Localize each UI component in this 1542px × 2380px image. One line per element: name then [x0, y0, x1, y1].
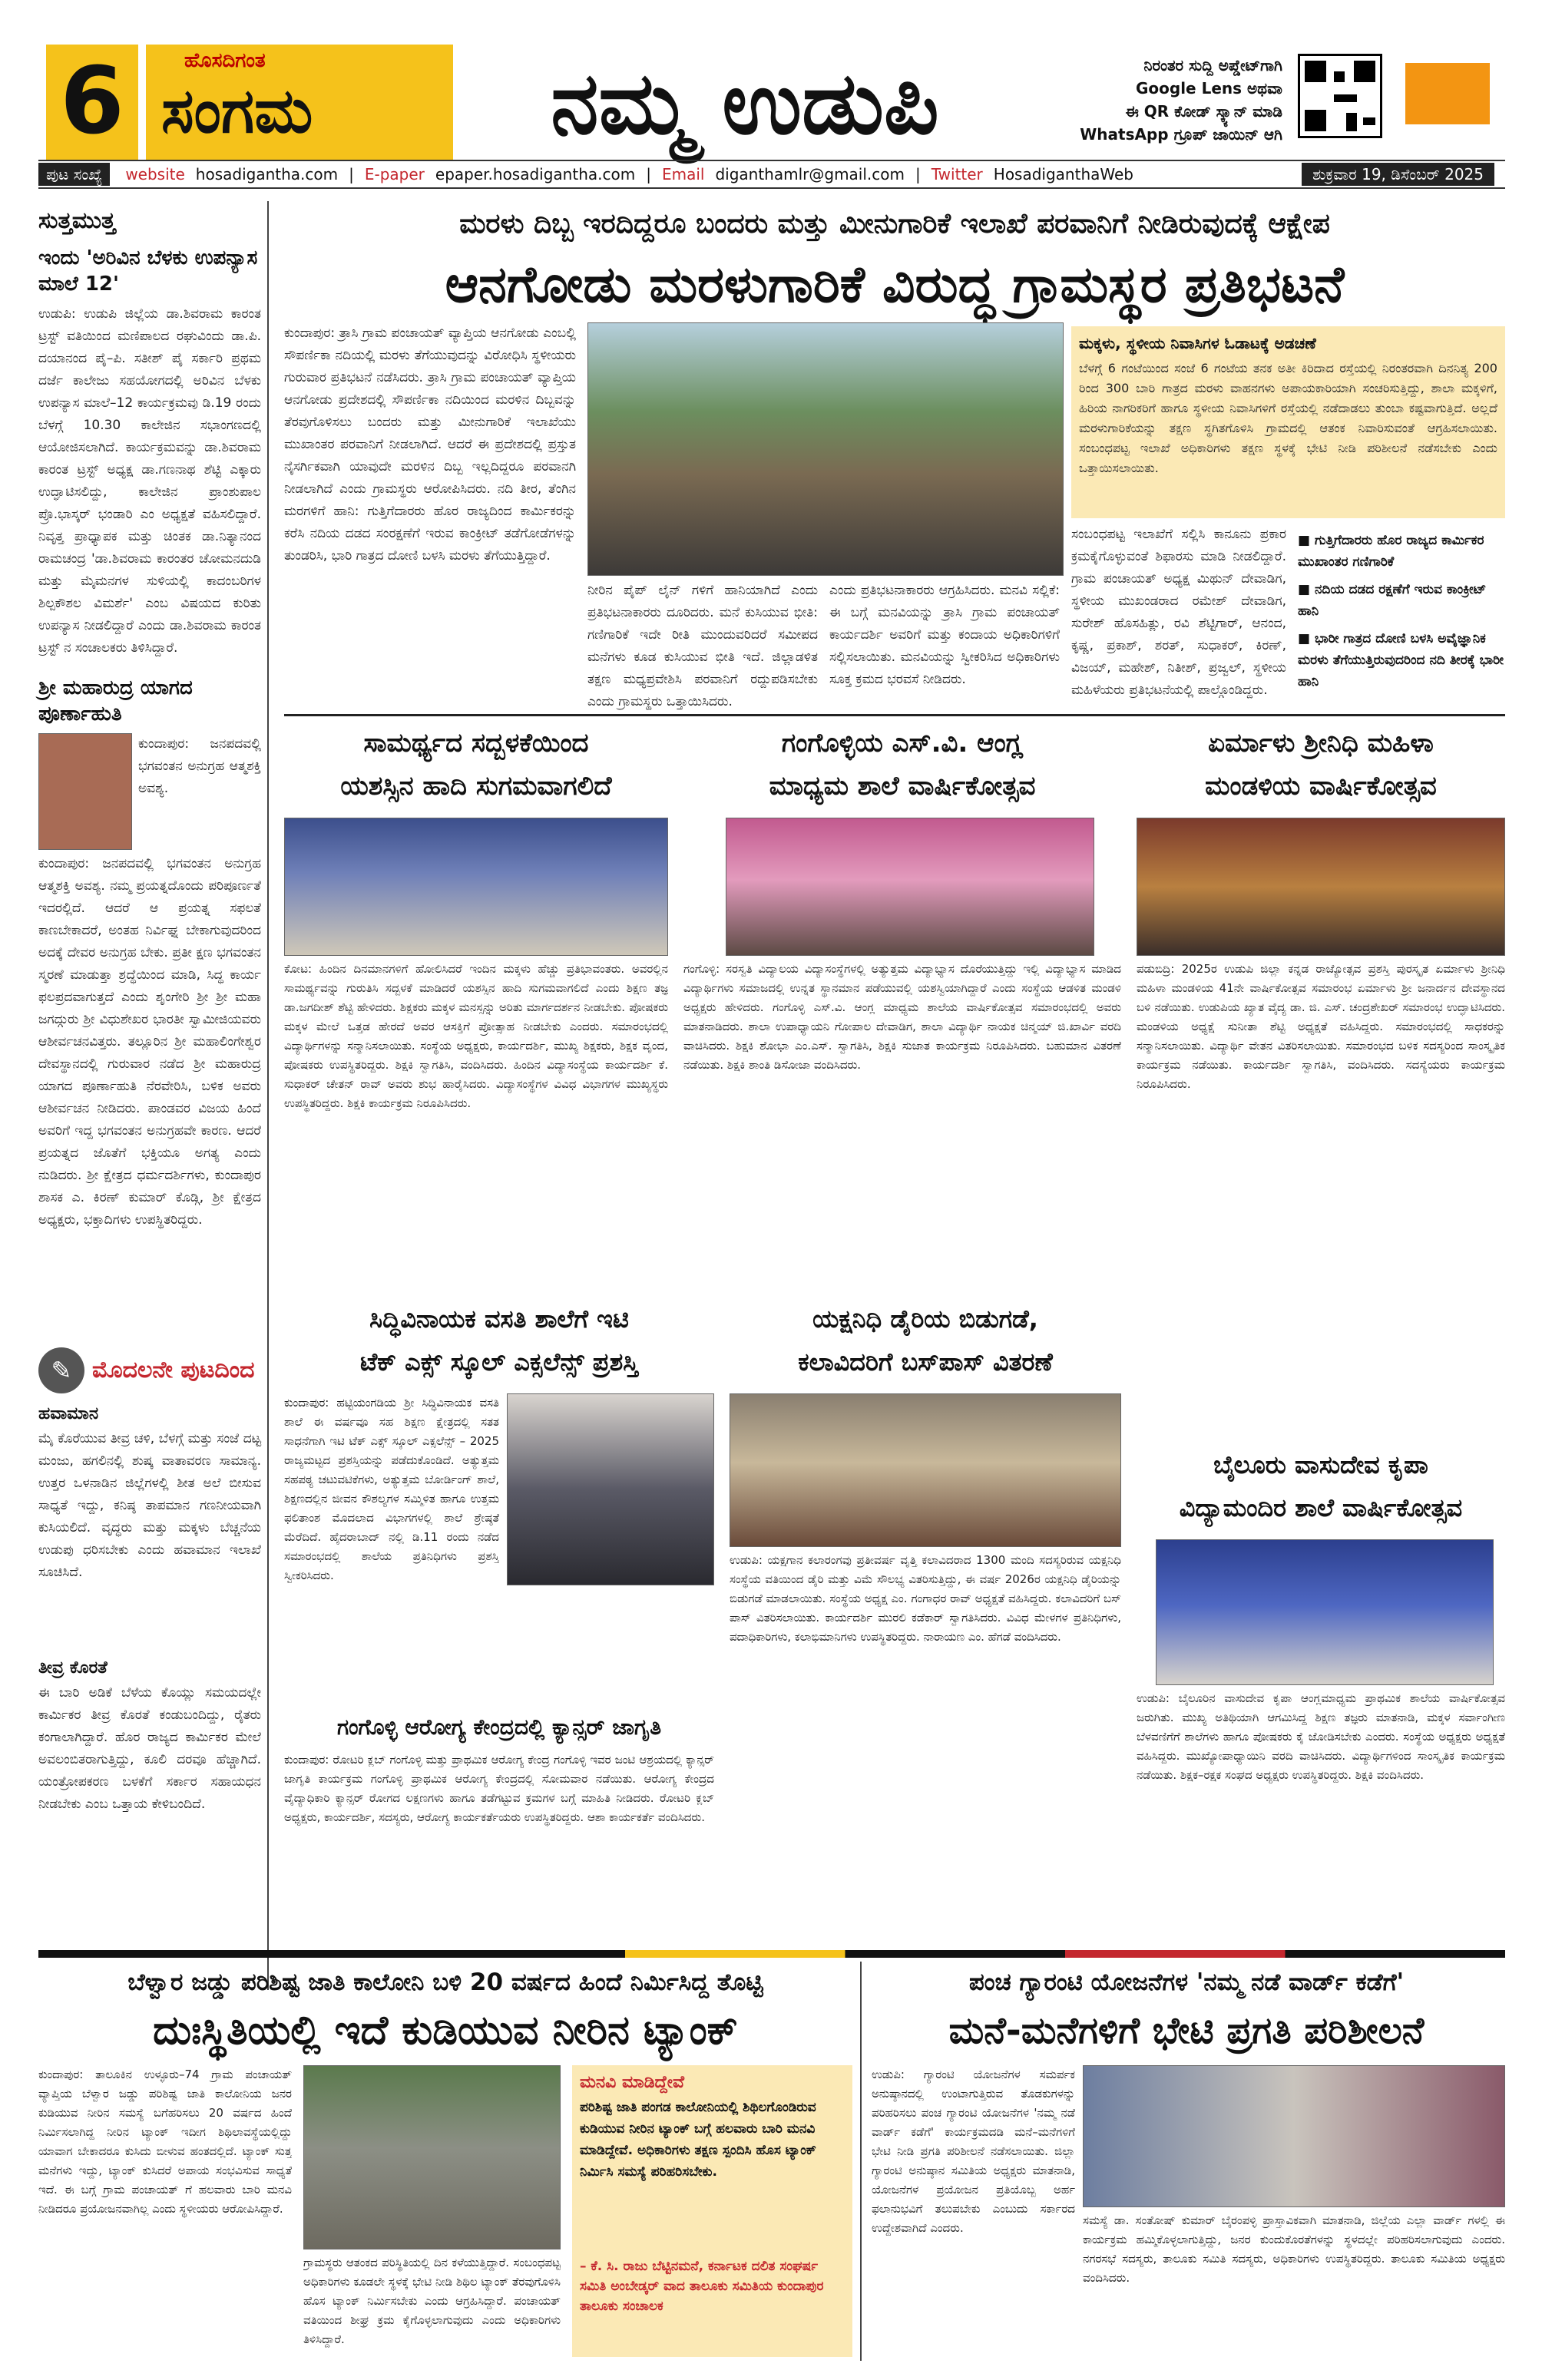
water-tank-photo: [303, 2065, 561, 2249]
story6-title-line2: ವಿದ್ಯಾಮಂದಿರ ಶಾಲೆ ವಾರ್ಷಿಕೋತ್ಸವ: [1179, 1493, 1463, 1522]
lead-bullets: [1298, 530, 1505, 706]
bottom-right-body1: ಉಡುಪಿ: ಗ್ಯಾರಂಟಿ ಯೋಜನೆಗಳ ಸಮರ್ಪಕ ಅನುಷ್ಠಾನದಲ್ಲಿ ಉಂಟಾಗುತ್ತಿರುವ ತೊಡಕುಗಳನ್ನು ಪರಿಹರಿಸಲು ಪಂಚ ಗ್ಯಾರಂಟಿ ಯೋಜನೆಗಳ 'ನಮ್ಮ ನಡೆ ವಾರ್ಡ್ ಕಡೆಗೆ' ಕಾರ್ಯಕ್ರಮದಡಿ ಮನೆ–ಮನೆಗಳಿಗೆ ಭೇಟಿ ನೀಡಿ ಪ್ರಗತಿ ಪರಿಶೀಲನೆ ನಡೆಸಲಾಯಿತು. ಜಿಲ್ಲಾ ಗ್ಯಾರಂಟಿ ಅನುಷ್ಠಾನ ಸಮಿತಿಯ ಅಧ್ಯಕ್ಷರು ಮಾತನಾಡಿ, ಯೋಜನೆಗಳ ಪ್ರಯೋಜನ ಪ್ರತಿಯೊಬ್ಬ ಅರ್ಹ ಫಲಾನುಭವಿಗೆ ತಲುಪಬೇಕು ಎಂಬುದು ಸರ್ಕಾರದ ಉದ್ದೇಶವಾಗಿದೆ ಎಂದರು.: [872, 2068, 1075, 2235]
lead-bullet-1: ■ ಗುತ್ತಿಗೆದಾರರು ಹೊರ ರಾಜ್ಯದ ಕಾರ್ಮಿಕರ ಮುಖಾಂತರ ಗಣಿಗಾರಿಕೆ: [1298, 530, 1505, 573]
section-title: ನಮ್ಮ ಉಡುಪಿ: [551, 54, 939, 154]
story2-title-line1: ಗಂಗೊಳ್ಳಿಯ ಎಸ್.ವಿ. ಆಂಗ್ಲ: [781, 728, 1024, 759]
lead-body-col3: ಎಂದು ಪ್ರತಿಭಟನಾಕಾರರು ಆಗ್ರಹಿಸಿದರು. ಮನವಿ ಸಲ್ಲಿಕೆ: ಈ ಬಗ್ಗೆ ಮನವಿಯನ್ನು ತ್ರಾಸಿ ಗ್ರಾಮ ಪಂಚಾಯತ್ ಕಾರ್ಯದರ್ಶಿ ಅವರಿಗೆ ಮತ್ತು ಕಂದಾಯ ಅಧಿಕಾರಿಗಳಿಗೆ ಸಲ್ಲಿಸಲಾಯಿತು. ಮನವಿಯನ್ನು ಸ್ವೀಕರಿಸಿದ ಅಧಿಕಾರಿಗಳು ಸೂಕ್ತ ಕ್ರಮದ ಭರವಸೆ ನೀಡಿದರು.: [829, 583, 1060, 687]
corner-accent: [1405, 63, 1490, 124]
story7-headline: ಗಂಗೊಳ್ಳಿ ಆರೋಗ್ಯ ಕೇಂದ್ರದಲ್ಲಿ ಕ್ಯಾನ್ಸರ್ ಜಾಗೃತಿ: [336, 1714, 662, 1740]
brand-small: ಹೊಸದಿಗಂತ: [184, 49, 266, 72]
page-label: ಪುಟ ಸಂಖ್ಯೆ: [38, 163, 110, 186]
story6-photo: [1156, 1539, 1494, 1685]
bottom-left-body2: ಗ್ರಾಮಸ್ಥರು ಆತಂಕದ ಪರಿಸ್ಥಿತಿಯಲ್ಲಿ ದಿನ ಕಳೆಯುತ್ತಿದ್ದಾರೆ. ಸಂಬಂಧಪಟ್ಟ ಅಧಿಕಾರಿಗಳು ಕೂಡಲೇ ಸ್ಥಳಕ್ಕೆ ಭೇಟಿ ನೀಡಿ ಶಿಥಿಲ ಟ್ಯಾಂಕ್ ತೆರವುಗೊಳಿಸಿ ಹೊಸ ಟ್ಯಾಂಕ್ ನಿರ್ಮಿಸಬೇಕು ಎಂದು ಆಗ್ರಹಿಸಿದ್ದಾರೆ. ಪಂಚಾಯತ್ ವತಿಯಿಂದ ಶೀಘ್ರ ಕ್ರಮ ಕೈಗೊಳ್ಳಲಾಗುವುದು ಎಂದು ಅಧಿಕಾರಿಗಳು ತಿಳಿಸಿದ್ದಾರೆ.: [303, 2256, 561, 2346]
bottom-left-kicker: ಬೆಳ್ವಾರ ಜಡ್ಡು ಪರಿಶಿಷ್ಟ ಜಾತಿ ಕಾಲೋನಿ ಬಳಿ 20 ವರ್ಷದ ಹಿಂದೆ ನಿರ್ಮಿಸಿದ್ದ ತೊಟ್ಟಿ: [127, 1968, 763, 1996]
page-number: 6: [46, 45, 138, 160]
story3-title-line2: ಮಂಡಳಿಯ ವಾರ್ಷಿಕೋತ್ಸವ: [1205, 771, 1437, 802]
bottom-right-body2: ಸಮಸ್ಯೆ ಡಾ. ಸಂತೋಷ್ ಕುಮಾರ್ ಬೈರಂಪಳ್ಳಿ ಪ್ರಾಸ್ತಾವಿಕವಾಗಿ ಮಾತನಾಡಿ, ಜಿಲ್ಲೆಯ ಎಲ್ಲಾ ವಾರ್ಡ್ ಗಳಲ್ಲಿ ಈ ಕಾರ್ಯಕ್ರಮ ಹಮ್ಮಿಕೊಳ್ಳಲಾಗುತ್ತಿದ್ದು, ಜನರ ಕುಂದುಕೊರತೆಗಳನ್ನು ಸ್ಥಳದಲ್ಲೇ ಪರಿಹರಿಸಲಾಗುವುದು ಎಂದರು. ನಗರಸಭೆ ಸದಸ್ಯರು, ತಾಲೂಕು ಸಮಿತಿ ಸದಸ್ಯರು, ಅಧಿಕಾರಿಗಳು ಉಪಸ್ಥಿತರಿದ್ದರು. ತಾಲೂಕು ಸಮಿತಿಯ ಅಧ್ಯಕ್ಷರು ವಂದಿಸಿದರು.: [1083, 2213, 1505, 2285]
epaper-label: E-paper: [364, 165, 425, 183]
lead-body-col1: ಕುಂದಾಪುರ: ತ್ರಾಸಿ ಗ್ರಾಮ ಪಂಚಾಯತ್ ವ್ಯಾಪ್ತಿಯ ಆನಗೋಡು ಎಂಬಲ್ಲಿ ಸೌಪರ್ಣಿಕಾ ನದಿಯಲ್ಲಿ ಮರಳು ತೆಗೆಯುವುದನ್ನು ವಿರೋಧಿಸಿ ಸ್ಥಳೀಯರು ಗುರುವಾರ ಪ್ರತಿಭಟನೆ ನಡೆಸಿದರು. ತ್ರಾಸಿ ಗ್ರಾಮ ಪಂಚಾಯತ್ ವ್ಯಾಪ್ತಿಯ ಆನಗೋಡು ಪ್ರದೇಶದಲ್ಲಿ ಸೌಪರ್ಣಿಕಾ ನದಿಯಿಂದ ಮರಳಿನ ದಿಬ್ಬವನ್ನು ತೆರವುಗೊಳಿಸಲು ಬಂದರು ಮತ್ತು ಮೀನುಗಾರಿಕೆ ಇಲಾಖೆಯು ಮುಖಾಂತರ ಪರವಾನಿಗೆ ನೀಡಲಾಗಿದೆ. ಆದರೆ ಈ ಪ್ರದೇಶದಲ್ಲಿ ಪ್ರಸ್ತುತ ನೈಸರ್ಗಿಕವಾಗಿ ಯಾವುದೇ ಮರಳಿನ ದಿಬ್ಬ ಇಲ್ಲದಿದ್ದರೂ ಪರವಾನಗಿ ನೀಡಲಾಗಿದೆ ಎಂದು ಗ್ರಾಮಸ್ಥರು ಆರೋಪಿಸಿದರು. ನದಿ ತೀರ, ತೆಂಗಿನ ಮರಗಳಿಗೆ ಹಾನಿ: ಗುತ್ತಿಗೆದಾರರು ಹೊರ ರಾಜ್ಯದಿಂದ ಕಾರ್ಮಿಕರನ್ನು ಕರೆಸಿ ನದಿಯ ದಡದ ಸಂರಕ್ಷಣೆಗೆ ಇರುವ ಕಾಂಕ್ರೀಟ್ ತಡೆಗೋಡೆಗಳನ್ನು ತುಂಡರಿಸಿ, ಭಾರಿ ಗಾತ್ರದ ದೋಣಿ ಬಳಸಿ ಮರಳು ತೆಗೆಯುತ್ತಿದ್ದಾರೆ.: [284, 326, 576, 564]
story5-headline: [726, 1297, 1125, 1390]
email-link[interactable]: diganthamlr@gmail.com: [715, 165, 905, 183]
sidebar-story1-body: ಉಡುಪಿ: ಉಡುಪಿ ಜಿಲ್ಲೆಯ ಡಾ.ಶಿವರಾಮ ಕಾರಂತ ಟ್ರಸ್ಟ್ ವತಿಯಿಂದ ಮಣಿಪಾಲದ ರಘುವಿಂದು ಡಾ.ಪಿ. ದಯಾನಂದ ಪೈ–ಪಿ. ಸತೀಶ್ ಪೈ ಸರ್ಕಾರಿ ಪ್ರಥಮ ದರ್ಜೆ ಕಾಲೇಜು ಸಹಯೋಗದಲ್ಲಿ ಅರಿವಿನ ಬೆಳಕು ಉಪನ್ಯಾಸ ಮಾಲೆ–12 ಕಾರ್ಯಕ್ರಮವು ಡಿ.19 ರಂದು ಬೆಳಗ್ಗೆ 10.30 ಕಾಲೇಜಿನ ಸಭಾಂಗಣದಲ್ಲಿ ಆಯೋಜಿಸಲಾಗಿದೆ. ಕಾರ್ಯಕ್ರಮವನ್ನು ಡಾ.ಶಿವರಾಮ ಕಾರಂತ ಟ್ರಸ್ಟ್ ಅಧ್ಯಕ್ಷ ಡಾ.ಗಣನಾಥ ಶೆಟ್ಟಿ ಎಕ್ಕಾರು ಉದ್ಘಾಟಿಸಲಿದ್ದು, ಕಾಲೇಜಿನ ಪ್ರಾಂಶುಪಾಲ ಪ್ರೊ.ಭಾಸ್ಕರ್ ಭಂಡಾರಿ ಎಂ ಅಧ್ಯಕ್ಷತೆ ವಹಿಸಲಿದ್ದಾರೆ. ನಿವೃತ್ತ ಪ್ರಾಧ್ಯಾಪಕ ಮತ್ತು ಚಿಂತಕ ಡಾ.ನಿತ್ಯಾನಂದ ರಾಮಚಂದ್ರ 'ಡಾ.ಶಿವರಾಮ ಕಾರಂತರ ಚೋಮನದುಡಿ ಮತ್ತು ಮೈಮನಗಳ ಸುಳಿಯಲ್ಲಿ ಕಾದಂಬರಿಗಳ ಶಿಲ್ಪಕೌಶಲ ವಿಮರ್ಶೆ' ಎಂಬ ವಿಷಯದ ಕುರಿತು ಉಪನ್ಯಾಸ ನೀಡಲಿದ್ದಾರೆ ಎಂದು ಡಾ.ಶಿವರಾಮ ಕಾರಂತ ಟ್ರಸ್ಟ್ ನ ಸಂಚಾಲಕರು ತಿಳಿಸಿದ್ದಾರೆ.: [38, 306, 261, 656]
bottom-left-headline: ದುಃಸ್ಥಿತಿಯಲ್ಲಿ ಇದೆ ಕುಡಿಯುವ ನೀರಿನ ಟ್ಯಾಂಕ್: [153, 2008, 738, 2054]
story2-body: ಗಂಗೊಳ್ಳಿ: ಸರಸ್ವತಿ ವಿದ್ಯಾಲಯ ವಿದ್ಯಾಸಂಸ್ಥೆಗಳಲ್ಲಿ ಅತ್ಯುತ್ತಮ ವಿದ್ಯಾಭ್ಯಾಸ ದೊರೆಯುತ್ತಿದ್ದು ಇಲ್ಲಿ ವಿದ್ಯಾಭ್ಯಾಸ ಮಾಡಿದ ವಿದ್ಯಾರ್ಥಿಗಳು ಸಮಾಜದಲ್ಲಿ ಉನ್ನತ ಸ್ಥಾನಮಾನ ಪಡೆಯುವಲ್ಲಿ ಯಶಸ್ವಿಯಾಗಿದ್ದಾರೆ ಎಂದು ಸಂಸ್ಥೆಯ ಆಡಳಿತ ಮಂಡಳಿ ಅಧ್ಯಕ್ಷರು ಹೇಳಿದರು. ಗಂಗೊಳ್ಳಿ ಎಸ್.ವಿ. ಆಂಗ್ಲ ಮಾಧ್ಯಮ ಶಾಲೆಯ ವಾರ್ಷಿಕೋತ್ಸವ ಸಮಾರಂಭದಲ್ಲಿ ಅವರು ಮಾತನಾಡಿದರು. ಶಾಲಾ ಉಪಾಧ್ಯಾಯನಿ ಗೋಪಾಲ ದೇವಾಡಿಗ, ಶಾಲಾ ವಿದ್ಯಾರ್ಥಿ ನಾಯಕ ಚಿನ್ಮಯ್ ಜಿ.ಖಾರ್ವಿ ವರದಿ ವಾಚಿಸಿದರು. ಶಿಕ್ಷಕಿ ಶೋಭಾ ಎಂ.ಎಸ್. ಸ್ವಾಗತಿಸಿ, ಶಿಕ್ಷಕಿ ಸುಜಾತ ಕಾರ್ಯಕ್ರಮ ನಿರೂಪಿಸಿದರು. ಬಹುಮಾನ ವಿತರಣೆ ನಡೆಯಿತು. ಶಿಕ್ಷಕಿ ಶಾಂತಿ ಡಿಸೋಜಾ ವಂದಿಸಿದರು.: [683, 962, 1121, 1072]
sidebar-story2-body: ಕುಂದಾಪುರ: ಜನಪದವಲ್ಲಿ ಭಗವಂತನ ಅನುಗ್ರಹ ಆತ್ಮಶಕ್ತಿ ಅವಶ್ಯ. ನಮ್ಮ ಪ್ರಯತ್ನದೊಂದು ಪರಿಪೂರ್ಣತೆ ಇದರಲ್ಲಿದೆ. ಆದರೆ ಆ ಪ್ರಯತ್ನ ಸಫಲತೆ ಕಾಣಬೇಕಾದರೆ, ಅಂತಹ ನಿರ್ವಿಘ್ನ ಬೇಕಾಗುವುದರಿಂದ ಅದಕ್ಕೆ ದೇವರ ಅನುಗ್ರಹ ಬೇಕು. ಪ್ರತೀ ಕ್ಷಣ ಭಗವಂತನ ಸ್ಮರಣೆ ಮಾಡುತ್ತಾ ಶ್ರದ್ಧೆಯಿಂದ ಮಾಡಿ, ಸಿದ್ಧ ಕಾರ್ಯ ಫಲಪ್ರದವಾಗುತ್ತದೆ ಎಂದು ಶೃಂಗೇರಿ ಶ್ರೀ ಶ್ರೀ ಮಹಾ ಜಗದ್ಗುರು ಶ್ರೀ ವಿಧುಶೇಖರ ಭಾರತೀ ಸ್ವಾಮೀಜಿಯವರು ಆಶೀರ್ವಚನವಿತ್ತರು. ತಲ್ಲೂರಿನ ಶ್ರೀ ಮಹಾಲಿಂಗೇಶ್ವರ ದೇವಸ್ಥಾನದಲ್ಲಿ ಗುರುವಾರ ನಡೆದ ಶ್ರೀ ಮಹಾರುದ್ರ ಯಾಗದ ಪೂರ್ಣಾಹುತಿ ನೆರವೇರಿಸಿ, ಬಳಿಕ ಅವರು ಆಶೀರ್ವಚನ ನೀಡಿದರು. ಪಾಂಡವರ ವಿಜಯ ಹಿಂದೆ ಅವರಿಗೆ ಇದ್ದ ಭಗವಂತನ ಅನುಗ್ರಹವೇ ಕಾರಣ. ಆದರೆ ಪ್ರಯತ್ನದ ಜೊತೆಗೆ ಭಕ್ತಿಯೂ ಅಗತ್ಯ ಎಂದು ನುಡಿದರು. ಶ್ರೀ ಕ್ಷೇತ್ರದ ಧರ್ಮದರ್ಶಿಗಳು, ಕುಂದಾಪುರ ಶಾಸಕ ಎ. ಕಿರಣ್ ಕುಮಾರ್ ಕೊಡ್ಗಿ, ಶ್ರೀ ಕ್ಷೇತ್ರದ ಅಧ್ಯಕ್ಷರು, ಭಕ್ತಾದಿಗಳು ಉಪಸ್ಥಿತರಿದ್ದರು.: [38, 856, 261, 1228]
brand-name: ಸಂಗಮ: [161, 75, 313, 147]
story4-photo: [507, 1393, 714, 1585]
lead-box-body: ಬೆಳಗ್ಗೆ 6 ಗಂಟೆಯಿಂದ ಸಂಜೆ 6 ಗಂಟೆಯ ತನಕ ಅತೀ ಕಿರಿದಾದ ರಸ್ತೆಯಲ್ಲಿ ನಿರಂತರವಾಗಿ ದಿನನಿತ್ಯ 200 ರಿಂದ 300 ಬಾರಿ ಗಾತ್ರದ ಮರಳು ವಾಹನಗಳು ಅಪಾಯಕಾರಿಯಾಗಿ ಸಂಚರಿಸುತ್ತಿದ್ದು, ಶಾಲಾ ಮಕ್ಕಳಿಗೆ, ಹಿರಿಯ ನಾಗರಿಕರಿಗೆ ಹಾಗೂ ಸ್ಥಳೀಯ ನಿವಾಸಿಗಳಿಗೆ ರಸ್ತೆಯಲ್ಲಿ ನಡೆದಾಡಲು ತುಂಬಾ ಕಷ್ಟವಾಗುತ್ತಿದೆ. ಅಲ್ಲದೆ ಮರಳುಗಾರಿಕೆಯನ್ನು ತಕ್ಷಣ ಸ್ಥಗಿತಗೊಳಿಸಿ ಗ್ರಾಮದಲ್ಲಿ ಆತಂಕ ನಿವಾರಿಸುವಂತೆ ಆಗ್ರಹಿಸಲಾಯಿತು. ಸಂಬಂಧಪಟ್ಟ ಇಲಾಖೆ ಅಧಿಕಾರಿಗಳು ತಕ್ಷಣ ಸ್ಥಳಕ್ಕೆ ಭೇಟಿ ನೀಡಿ ಪರಿಶೀಲನೆ ನಡೆಸಬೇಕು ಎಂದು ಒತ್ತಾಯಿಸಲಾಯಿತು.: [1079, 361, 1497, 475]
qr-text-1: ನಿರಂತರ ಸುದ್ದಿ ಅಪ್ಡೇಟ್‌ಗಾಗಿ: [1143, 56, 1282, 74]
sidebar-story4-body: ಈ ಬಾರಿ ಅಡಿಕೆ ಬೆಳೆಯ ಕೊಯ್ಲು ಸಮಯದಲ್ಲೇ ಕಾರ್ಮಿಕರ ತೀವ್ರ ಕೊರತೆ ಕಂಡುಬಂದಿದ್ದು, ರೈತರು ಕಂಗಾಲಾಗಿದ್ದಾರೆ. ಹೊರ ರಾಜ್ಯದ ಕಾರ್ಮಿಕರ ಮೇಲೆ ಅವಲಂಬಿತರಾಗುತ್ತಿದ್ದು, ಕೂಲಿ ದರವೂ ಹೆಚ್ಚಾಗಿದೆ. ಯಂತ್ರೋಪಕರಣ ಬಳಕೆಗೆ ಸರ್ಕಾರ ಸಹಾಯಧನ ನೀಡಬೇಕು ಎಂಬ ಒತ್ತಾಯ ಕೇಳಿಬಂದಿದೆ.: [38, 1685, 261, 1812]
lead-headline: ಆನಗೋಡು ಮರಳುಗಾರಿಕೆ ವಿರುದ್ಧ ಗ್ರಾಮಸ್ಥರ ಪ್ರತಿಭಟನೆ: [445, 255, 1345, 314]
lead-body-col4: ಸಂಬಂಧಪಟ್ಟ ಇಲಾಖೆಗೆ ಸಲ್ಲಿಸಿ ಕಾನೂನು ಪ್ರಕಾರ ಕ್ರಮಕೈಗೊಳ್ಳುವಂತೆ ಶಿಫಾರಸು ಮಾಡಿ ನೀಡಲಿದ್ದಾರೆ. ಗ್ರಾಮ ಪಂಚಾಯತ್ ಅಧ್ಯಕ್ಷ ಮಿಥುನ್ ದೇವಾಡಿಗ, ಸ್ಥಳೀಯ ಮುಖಂಡರಾದ ರಮೇಶ್ ದೇವಾಡಿಗ, ಸುರೇಶ್ ಹೊಸಹಿತ್ಲು, ರವಿ ಶೆಟ್ಟಿಗಾರ್, ಆನಂದ, ಕೃಷ್ಣ, ಪ್ರಕಾಶ್, ಶರತ್, ಸುಧಾಕರ್, ಕಿರಣ್, ವಿಜಯ್, ಮಹೇಶ್, ನಿತೀಶ್, ಪ್ರಜ್ವಲ್, ಸ್ಥಳೀಯ ಮಹಿಳೆಯರು ಪ್ರತಿಭಟನೆಯಲ್ಲಿ ಪಾಲ್ಗೊಂಡಿದ್ದರು.: [1071, 527, 1286, 698]
story2-photo: [726, 818, 1094, 956]
bottom-left-body1: ಕುಂದಾಪುರ: ತಾಲೂಕಿನ ಉಳ್ಳೂರು–74 ಗ್ರಾಮ ಪಂಚಾಯತ್ ವ್ಯಾಪ್ತಿಯ ಬೆಳ್ವಾರ ಜಡ್ಡು ಪರಿಶಿಷ್ಟ ಜಾತಿ ಕಾಲೋನಿಯ ಜನರ ಕುಡಿಯುವ ನೀರಿನ ಸಮಸ್ಯೆ ಬಗೆಹರಿಸಲು 20 ವರ್ಷದ ಹಿಂದೆ ನಿರ್ಮಿಸಲಾಗಿದ್ದ ನೀರಿನ ಟ್ಯಾಂಕ್ ಇದೀಗ ಶಿಥಿಲಾವಸ್ಥೆಯಲ್ಲಿದ್ದು ಯಾವಾಗ ಬೇಕಾದರೂ ಕುಸಿದು ಬೀಳುವ ಹಂತದಲ್ಲಿದೆ. ಟ್ಯಾಂಕ್ ಸುತ್ತ ಮನೆಗಳು ಇದ್ದು, ಟ್ಯಾಂಕ್ ಕುಸಿದರೆ ಅಪಾಯ ಸಂಭವಿಸುವ ಸಾಧ್ಯತೆ ಇದೆ. ಈ ಬಗ್ಗೆ ಗ್ರಾಮ ಪಂಚಾಯತ್ ಗೆ ಹಲವಾರು ಬಾರಿ ಮನವಿ ನೀಡಿದರೂ ಪ್ರಯೋಜನವಾಗಿಲ್ಲ ಎಂದು ಸ್ಥಳೀಯರು ಆರೋಪಿಸಿದ್ದಾರೆ.: [38, 2068, 292, 2216]
appeal-box-sign: – ಕೆ. ಸಿ. ರಾಜು ಬೆಟ್ಟಿನಮನೆ, ಕರ್ನಾಟಕ ದಲಿತ ಸಂಘರ್ಷ ಸಮಿತಿ ಅಂಬೇಡ್ಕರ್ ವಾದ ತಾಲೂಕು ಸಮಿತಿಯ ಕುಂದಾಪುರ ತಾಲೂಕು ಸಂಚಾಲಕ: [580, 2259, 824, 2314]
qr-text-2: Google Lens ಅಥವಾ: [1135, 79, 1282, 98]
qr-text-4: WhatsApp ಗ್ರೂಪ್ ಜಾಯಿನ್ ಆಗಿ: [1080, 125, 1282, 144]
website-link[interactable]: hosadigantha.com: [195, 165, 339, 183]
sidebar-story2-intro: ಕುಂದಾಪುರ: ಜನಪದವಲ್ಲಿ ಭಗವಂತನ ಅನುಗ್ರಹ ಆತ್ಮಶಕ್ತಿ ಅವಶ್ಯ.: [138, 736, 261, 796]
twitter-label: Twitter: [931, 165, 983, 183]
appeal-box-title: ಮನವಿ ಮಾಡಿದ್ದೇವೆ: [580, 2073, 684, 2092]
story3-headline: [1137, 722, 1505, 814]
lead-bullet-2: ■ ನದಿಯ ದಡದ ರಕ್ಷಣೆಗೆ ಇರುವ ಕಾಂಕ್ರೀಟ್ ಹಾನಿ: [1298, 579, 1505, 622]
info-bar: ಪುಟ ಸಂಖ್ಯೆ website hosadigantha.com | E-paper epaper.hosadigantha.com | Email diganthamlr@gmail.com | Twitter HosadiganthaWeb ಶುಕ್ರವಾರ 19, ಡಿಸೆಂಬರ್ 2025: [38, 160, 1505, 189]
story1-title-line1: ಸಾಮರ್ಥ್ಯದ ಸದ್ಬಳಕೆಯಿಂದ: [363, 728, 589, 759]
lead-sidebox: [1071, 326, 1505, 518]
story4-title-line2: ಟೆಕ್ ಎಕ್ಸ್ ಸ್ಕೂಲ್ ಎಕ್ಸಲೆನ್ಸ್ ಪ್ರಶಸ್ತಿ: [360, 1347, 638, 1377]
story2-title-line2: ಮಾಧ್ಯಮ ಶಾಲೆ ವಾರ್ಷಿಕೋತ್ಸವ: [769, 771, 1036, 802]
story3-body: ಪಡುಬಿದ್ರಿ: 2025ರ ಉಡುಪಿ ಜಿಲ್ಲಾ ಕನ್ನಡ ರಾಜ್ಯೋತ್ಸವ ಪ್ರಶಸ್ತಿ ಪುರಸ್ಕೃತ ಏರ್ಮಾಳು ಶ್ರೀನಿಧಿ ಮಹಿಳಾ ಮಂಡಳಿಯ 41ನೇ ವಾರ್ಷಿಕೋತ್ಸವ ಸಮಾರಂಭ ಏರ್ಮಾಳು ಶ್ರೀ ಜನಾರ್ದನ ದೇವಸ್ಥಾನದ ಬಳಿ ನಡೆಯಿತು. ಉಡುಪಿಯ ಖ್ಯಾತ ವೈದ್ಯ ಡಾ. ಜಿ. ಎಸ್. ಚಂದ್ರಶೇಖರ್ ಸಮಾರಂಭ ಉದ್ಘಾಟಿಸಿದರು. ಮಂಡಳಿಯ ಅಧ್ಯಕ್ಷೆ ಸುನೀತಾ ಶೆಟ್ಟಿ ಅಧ್ಯಕ್ಷತೆ ವಹಿಸಿದ್ದರು. ಸಮಾರಂಭದಲ್ಲಿ ಸಾಧಕರನ್ನು ಸನ್ಮಾನಿಸಲಾಯಿತು. ವಿದ್ಯಾರ್ಥಿ ವೇತನ ವಿತರಿಸಲಾಯಿತು. ಸಮಾರಂಭದ ಬಳಿಕ ಸದಸ್ಯರಿಂದ ಸಾಂಸ್ಕೃತಿಕ ಕಾರ್ಯಕ್ರಮ ನಡೆಯಿತು. ಕಾರ್ಯದರ್ಶಿ ಸ್ವಾಗತಿಸಿ, ವಂದಿಸಿದರು. ಸದಸ್ಯೆಯರು ಕಾರ್ಯಕ್ರಮ ನಿರೂಪಿಸಿದರು.: [1137, 962, 1505, 1091]
story3-title-line1: ಏರ್ಮಾಳು ಶ್ರೀನಿಧಿ ಮಹಿಳಾ: [1208, 728, 1434, 759]
story1-photo: [284, 818, 668, 956]
story3-photo: [1137, 818, 1505, 956]
twitter-link[interactable]: HosadiganthaWeb: [993, 165, 1133, 183]
swamiji-photo: [38, 733, 132, 850]
qr-instructions: [1052, 54, 1282, 146]
story7-body: ಕುಂದಾಪುರ: ರೋಟರಿ ಕ್ಲಬ್ ಗಂಗೊಳ್ಳಿ ಮತ್ತು ಪ್ರಾಥಮಿಕ ಆರೋಗ್ಯ ಕೇಂದ್ರ ಗಂಗೊಳ್ಳಿ ಇವರ ಜಂಟಿ ಆಶ್ರಯದಲ್ಲಿ ಕ್ಯಾನ್ಸರ್ ಜಾಗೃತಿ ಕಾರ್ಯಕ್ರಮ ಗಂಗೊಳ್ಳಿ ಪ್ರಾಥಮಿಕ ಆರೋಗ್ಯ ಕೇಂದ್ರದಲ್ಲಿ ಸೋಮವಾರ ನಡೆಯಿತು. ಆರೋಗ್ಯ ಕೇಂದ್ರದ ವೈದ್ಯಾಧಿಕಾರಿ ಕ್ಯಾನ್ಸರ್ ರೋಗದ ಲಕ್ಷಣಗಳು ಹಾಗೂ ತಡೆಗಟ್ಟುವ ಕ್ರಮಗಳ ಬಗ್ಗೆ ಮಾಹಿತಿ ನೀಡಿದರು. ರೋಟರಿ ಕ್ಲಬ್ ಅಧ್ಯಕ್ಷರು, ಕಾರ್ಯದರ್ಶಿ, ಸದಸ್ಯರು, ಆರೋಗ್ಯ ಕಾರ್ಯಕರ್ತೆಯರು ಉಪಸ್ಥಿತರಿದ್ದರು. ಆಶಾ ಕಾರ್ಯಕರ್ತೆ ವಂದಿಸಿದರು.: [284, 1753, 714, 1824]
appeal-box: [572, 2065, 852, 2357]
lead-box-title: ಮಕ್ಕಳು, ಸ್ಥಳೀಯ ನಿವಾಸಿಗಳ ಓಡಾಟಕ್ಕೆ ಅಡಚಣೆ: [1079, 334, 1316, 352]
bottom-divider: [860, 1962, 862, 2361]
appeal-box-body: ಪರಿಶಿಷ್ಟ ಜಾತಿ ಪಂಗಡ ಕಾಲೋನಿಯಲ್ಲಿ ಶಿಥಿಲಗೊಂಡಿರುವ ಕುಡಿಯುವ ನೀರಿನ ಟ್ಯಾಂಕ್ ಬಗ್ಗೆ ಹಲವಾರು ಬಾರಿ ಮನವಿ ಮಾಡಿದ್ದೇವೆ. ಅಧಿಕಾರಿಗಳು ತಕ್ಷಣ ಸ್ಪಂದಿಸಿ ಹೊಸ ಟ್ಯಾಂಕ್ ನಿರ್ಮಿಸಿ ಸಮಸ್ಯೆ ಪರಿಹರಿಸಬೇಕು.: [580, 2100, 816, 2180]
story6-headline: [1137, 1443, 1505, 1535]
pencil-icon: ✎: [38, 1347, 84, 1393]
lead-bullet-3: ■ ಭಾರೀ ಗಾತ್ರದ ದೋಣಿ ಬಳಸಿ ಅವೈಜ್ಞಾನಿಕ ಮರಳು ತೆಗೆಯುತ್ತಿರುವುದರಿಂದ ನದಿ ತೀರಕ್ಕೆ ಭಾರೀ ಹಾನಿ: [1298, 628, 1505, 693]
qr-text-3: ಈ QR ಕೋಡ್ ಸ್ಕ್ಯಾನ್ ಮಾಡಿ: [1125, 102, 1282, 121]
story6-body: ಉಡುಪಿ: ಬೈಲೂರಿನ ವಾಸುದೇವ ಕೃಪಾ ಆಂಗ್ಲಮಾಧ್ಯಮ ಪ್ರಾಥಮಿಕ ಶಾಲೆಯ ವಾರ್ಷಿಕೋತ್ಸವ ಜರುಗಿತು. ಮುಖ್ಯ ಅತಿಥಿಯಾಗಿ ಆಗಮಿಸಿದ್ದ ಶಿಕ್ಷಣ ತಜ್ಞರು ಮಾತನಾಡಿ, ಮಕ್ಕಳ ಸರ್ವಾಂಗೀಣ ಬೆಳವಣಿಗೆಗೆ ಶಾಲೆಗಳು ಹಾಗೂ ಪೋಷಕರು ಕೈ ಜೋಡಿಸಬೇಕು ಎಂದರು. ಸಂಸ್ಥೆಯ ಅಧ್ಯಕ್ಷರು ಅಧ್ಯಕ್ಷತೆ ವಹಿಸಿದ್ದರು. ಮುಖ್ಯೋಪಾಧ್ಯಾಯಿನಿ ವರದಿ ವಾಚಿಸಿದರು. ವಿದ್ಯಾರ್ಥಿಗಳಿಂದ ಸಾಂಸ್ಕೃತಿಕ ಕಾರ್ಯಕ್ರಮ ನಡೆಯಿತು. ಶಿಕ್ಷಕ–ರಕ್ಷಕ ಸಂಘದ ಅಧ್ಯಕ್ಷರು ಉಪಸ್ಥಿತರಿದ್ದರು. ಶಿಕ್ಷಕಿ ವಂದಿಸಿದರು.: [1137, 1691, 1505, 1782]
sidebar-story3-body: ಮೈ ಕೊರೆಯುವ ತೀವ್ರ ಚಳಿ, ಬೆಳಗ್ಗೆ ಮತ್ತು ಸಂಜೆ ದಟ್ಟ ಮಂಜು, ಹಗಲಿನಲ್ಲಿ ಶುಷ್ಕ ವಾತಾವರಣ ಸಾಮಾನ್ಯ. ಉತ್ತರ ಒಳನಾಡಿನ ಜಿಲ್ಲೆಗಳಲ್ಲಿ ಶೀತ ಅಲೆ ಬೀಸುವ ಸಾಧ್ಯತೆ ಇದ್ದು, ಕನಿಷ್ಠ ತಾಪಮಾನ ಗಣನೀಯವಾಗಿ ಕುಸಿಯಲಿದೆ. ವೃದ್ಧರು ಮತ್ತು ಮಕ್ಕಳು ಬೆಚ್ಚನೆಯ ಉಡುಪು ಧರಿಸಬೇಕು ಎಂದು ಹವಾಮಾನ ಇಲಾಖೆ ಸೂಚಿಸಿದೆ.: [38, 1431, 261, 1580]
lead-body-col2: ನೀರಿನ ಪೈಪ್ ಲೈನ್ ಗಳಿಗೆ ಹಾನಿಯಾಗಿದೆ ಎಂದು ಪ್ರತಿಭಟನಾಕಾರರು ದೂರಿದರು. ಮನೆ ಕುಸಿಯುವ ಭೀತಿ: ಗಣಿಗಾರಿಕೆ ಇದೇ ರೀತಿ ಮುಂದುವರಿದರೆ ಸಮೀಪದ ಮನೆಗಳು ಕೂಡ ಕುಸಿಯುವ ಭೀತಿ ಇದೆ. ಜಿಲ್ಲಾಡಳಿತ ತಕ್ಷಣ ಮಧ್ಯಪ್ರವೇಶಿಸಿ ಪರವಾನಿಗೆ ರದ್ದುಪಡಿಸಬೇಕು ಎಂದು ಗ್ರಾಮಸ್ಥರು ಒತ್ತಾಯಿಸಿದರು.: [587, 583, 818, 709]
bottom-right-photo: [1083, 2065, 1505, 2207]
sidebar-story1-title: ಇಂದು 'ಅರಿವಿನ ಬೆಳಕು ಉಪನ್ಯಾಸ ಮಾಲೆ 12': [38, 246, 258, 296]
story5-body: ಉಡುಪಿ: ಯಕ್ಷಗಾನ ಕಲಾರಂಗವು ಪ್ರತೀವರ್ಷ ವೃತ್ತಿ ಕಲಾವಿದರಾದ 1300 ಮಂದಿ ಸದಸ್ಯರಿರುವ ಯಕ್ಷನಿಧಿ ಸಂಸ್ಥೆಯ ವತಿಯಿಂದ ಡೈರಿ ಮತ್ತು ವಿಮೆ ಸೌಲಭ್ಯ ವಿತರಿಸುತ್ತಿದ್ದು, ಈ ವರ್ಷ 2026ರ ಯಕ್ಷನಿಧಿ ಡೈರಿಯನ್ನು ಬಿಡುಗಡೆ ಮಾಡಲಾಯಿತು. ಸಂಸ್ಥೆಯ ಅಧ್ಯಕ್ಷ ಎಂ. ಗಂಗಾಧರ ರಾವ್ ಅಧ್ಯಕ್ಷತೆ ವಹಿಸಿದ್ದರು. ಕಲಾವಿದರಿಗೆ ಬಸ್ ಪಾಸ್ ವಿತರಿಸಲಾಯಿತು. ಕಾರ್ಯದರ್ಶಿ ಮುರಲಿ ಕಡೆಕಾರ್ ಸ್ವಾಗತಿಸಿದರು. ವಿವಿಧ ಮೇಳಗಳ ಪ್ರತಿನಿಧಿಗಳು, ಪದಾಧಿಕಾರಿಗಳು, ಕಲಾಭಿಮಾನಿಗಳು ಉಪಸ್ಥಿತರಿದ್ದರು. ನಾರಾಯಣ ಎಂ. ಹೆಗಡೆ ವಂದಿಸಿದರು.: [730, 1553, 1121, 1644]
puta-label: ಮೊದಲನೇ ಪುಟದಿಂದ: [92, 1357, 255, 1383]
epaper-link[interactable]: epaper.hosadigantha.com: [435, 165, 636, 183]
bottom-right-headline: ಮನೆ-ಮನೆಗಳಿಗೆ ಭೇಟಿ ಪ್ರಗತಿ ಪರಿಶೀಲನೆ: [948, 2009, 1425, 2052]
sidebar-story2-title: ಶ್ರೀ ಮಹಾರುದ್ರ ಯಾಗದ ಪೂರ್ಣಾಹುತಿ: [38, 676, 193, 726]
bottom-right-kicker: ಪಂಚ ಗ್ಯಾರಂಟಿ ಯೋಜನೆಗಳ 'ನಮ್ಮ ನಡೆ ವಾರ್ಡ್ ಕಡೆಗೆ': [968, 1968, 1405, 1996]
puta-label-block: [38, 1347, 267, 1393]
story5-title-line1: ಯಕ್ಷನಿಧಿ ಡೈರಿಯ ಬಿಡುಗಡೆ,: [812, 1304, 1038, 1334]
story4-title-line1: ಸಿದ್ಧಿವಿನಾಯಕ ವಸತಿ ಶಾಲೆಗೆ ಇಟಿ: [369, 1304, 629, 1334]
lead-kicker: ಮರಳು ದಿಬ್ಬ ಇರದಿದ್ದರೂ ಬಂದರು ಮತ್ತು ಮೀನುಗಾರಿಕೆ ಇಲಾಖೆ ಪರವಾನಿಗೆ ನೀಡಿರುವುದಕ್ಕೆ ಆಕ್ಷೇಪ: [459, 208, 1330, 240]
brand-block: [146, 45, 453, 160]
story6-title-line1: ಬೈಲೂರು ವಾಸುದೇವ ಕೃಪಾ: [1213, 1450, 1428, 1479]
sidebar-story3-title: ಹವಾಮಾನ: [38, 1404, 99, 1423]
story4-headline: [284, 1297, 714, 1390]
sidebar-section-title: ಸುತ್ತಮುತ್ತ: [38, 207, 116, 234]
section-band: [38, 1950, 1505, 1958]
sidebar-story4-title: ತೀವ್ರ ಕೊರತೆ: [38, 1658, 108, 1678]
sidebar: [38, 201, 269, 1990]
lead-protest-photo: [587, 322, 1064, 576]
story5-photo: [730, 1393, 1121, 1547]
qr-code-icon[interactable]: [1298, 54, 1382, 138]
story5-title-line2: ಕಲಾವಿದರಿಗೆ ಬಸ್‌ಪಾಸ್ ವಿತರಣೆ: [798, 1347, 1053, 1377]
story1-title-line2: ಯಶಸ್ಸಿನ ಹಾದಿ ಸುಗಮವಾಗಲಿದೆ: [340, 771, 612, 802]
email-label: Email: [661, 165, 705, 183]
story1-body: ಕೋಟ: ಹಿಂದಿನ ದಿನಮಾನಗಳಿಗೆ ಹೋಲಿಸಿದರೆ ಇಂದಿನ ಮಕ್ಕಳು ಹೆಚ್ಚು ಪ್ರತಿಭಾವಂತರು. ಅವರಲ್ಲಿನ ಸಾಮರ್ಥ್ಯವನ್ನು ಗುರುತಿಸಿ ಸದ್ಬಳಕೆ ಮಾಡಿದರೆ ಯಶಸ್ಸಿನ ಹಾದಿ ಸುಗಮವಾಗಲಿದೆ ಎಂದು ಶಿಕ್ಷಣ ತಜ್ಞ ಡಾ.ಜಗದೀಶ್ ಶೆಟ್ಟಿ ಹೇಳಿದರು. ಶಿಕ್ಷಕರು ಮಕ್ಕಳ ಮನಸ್ಸನ್ನು ಅರಿತು ಮಾರ್ಗದರ್ಶನ ನೀಡಬೇಕು. ಪೋಷಕರು ಮಕ್ಕಳ ಮೇಲೆ ಒತ್ತಡ ಹೇರದೆ ಅವರ ಆಸಕ್ತಿಗೆ ಪ್ರೋತ್ಸಾಹ ನೀಡಬೇಕು ಎಂದರು. ಸಮಾರಂಭದಲ್ಲಿ ವಿದ್ಯಾರ್ಥಿಗಳನ್ನು ಸನ್ಮಾನಿಸಲಾಯಿತು. ಸಂಸ್ಥೆಯ ಅಧ್ಯಕ್ಷರು, ಕಾರ್ಯದರ್ಶಿ, ಮುಖ್ಯ ಶಿಕ್ಷಕರು, ಶಿಕ್ಷಕ ವೃಂದ, ಪೋಷಕರು ಉಪಸ್ಥಿತರಿದ್ದರು. ಶಿಕ್ಷಕಿ ಸ್ವಾಗತಿಸಿ, ವಂದಿಸಿದರು. ಹಿಂದಿನ ವಿದ್ಯಾಸಂಸ್ಥೆಯ ಕಾರ್ಯದರ್ಶಿ ಕೆ. ಸುಧಾಕರ್ ಚೇತನ್ ರಾವ್ ಅವರು ಶುಭ ಹಾರೈಸಿದರು. ವಿದ್ಯಾಸಂಸ್ಥೆಗಳ ವಿವಿಧ ವಿಭಾಗಗಳ ಮುಖ್ಯಸ್ಥರು ಉಪಸ್ಥಿತರಿದ್ದರು. ಶಿಕ್ಷಕಿ ಕಾರ್ಯಕ್ರಮ ನಿರೂಪಿಸಿದರು.: [284, 962, 668, 1110]
issue-date: ಶುಕ್ರವಾರ 19, ಡಿಸೆಂಬರ್ 2025: [1302, 163, 1494, 186]
story4-body: ಕುಂದಾಪುರ: ಹಟ್ಟಿಯಂಗಡಿಯ ಶ್ರೀ ಸಿದ್ಧಿವಿನಾಯಕ ವಸತಿ ಶಾಲೆ ಈ ವರ್ಷವೂ ಸಹ ಶಿಕ್ಷಣ ಕ್ಷೇತ್ರದಲ್ಲಿ ಸತತ ಸಾಧನೆಗಾಗಿ ಇಟಿ ಟೆಕ್ ಎಕ್ಸ್ ಸ್ಕೂಲ್ ಎಕ್ಸಲೆನ್ಸ್ – 2025 ರಾಜ್ಯಮಟ್ಟದ ಪ್ರಶಸ್ತಿಯನ್ನು ಪಡೆದುಕೊಂಡಿದೆ. ಅತ್ಯುತ್ತಮ ಸಹಪಠ್ಯ ಚಟುವಟಿಕೆಗಳು, ಅತ್ಯುತ್ತಮ ಬೋರ್ಡಿಂಗ್ ಶಾಲೆ, ಶಿಕ್ಷಣದಲ್ಲಿನ ಜೀವನ ಕೌಶಲ್ಯಗಳ ಸಮ್ಮಿಳಿತ ಹಾಗೂ ಉತ್ತಮ ಫಲಿತಾಂಶ ಮೊದಲಾದ ವಿಭಾಗಗಳಲ್ಲಿ ಶಾಲೆ ಶ್ರೇಷ್ಠತೆ ಮೆರೆದಿದೆ. ಹೈದರಾಬಾದ್ ನಲ್ಲಿ ಡಿ.11 ರಂದು ನಡೆದ ಸಮಾರಂಭದಲ್ಲಿ ಶಾಲೆಯ ಪ್ರತಿನಿಧಿಗಳು ಪ್ರಶಸ್ತಿ ಸ್ವೀಕರಿಸಿದರು.: [284, 1396, 499, 1582]
divider: [284, 714, 1505, 716]
story2-headline: [683, 722, 1121, 814]
story1-headline: [284, 722, 668, 814]
website-label: website: [125, 165, 185, 183]
